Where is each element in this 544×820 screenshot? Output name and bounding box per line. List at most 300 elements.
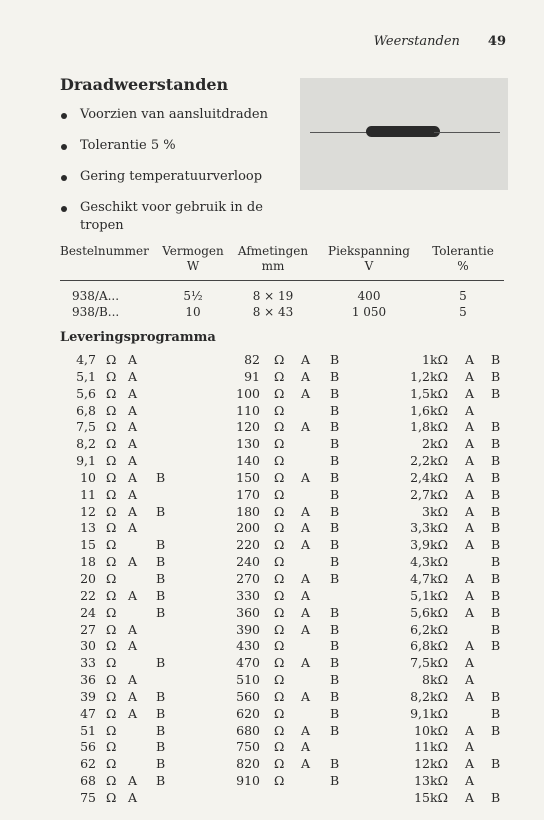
series-b-mark: B <box>491 570 501 586</box>
resistance-unit: kΩ <box>430 789 448 805</box>
resistance-unit: kΩ <box>430 352 448 367</box>
series-a-mark: A <box>301 537 311 553</box>
resistance-value: 36 <box>80 672 96 688</box>
series-a-mark: A <box>465 655 475 671</box>
series-a-mark: A <box>301 570 311 586</box>
resistance-unit: kΩ <box>430 368 448 384</box>
feature-list <box>60 106 290 248</box>
series-b-mark: B <box>491 621 501 637</box>
series-b-mark: B <box>330 453 340 469</box>
resistance-value: 270 <box>236 570 260 586</box>
resistance-value: 62 <box>80 756 96 772</box>
series-b-mark: B <box>330 402 340 418</box>
series-a-mark: A <box>301 756 311 772</box>
series-a-mark: A <box>465 587 475 603</box>
spec-unit-cell: V <box>364 259 374 273</box>
series-b-mark: B <box>491 537 501 553</box>
resistance-value: 140 <box>236 453 260 469</box>
series-b-mark: B <box>491 587 501 603</box>
series-b-mark: B <box>156 773 166 789</box>
spec-cell: 938/B... <box>72 305 120 319</box>
page-number: 49 <box>487 34 506 49</box>
resistance-unit: Ω <box>106 672 117 688</box>
resistance-value: 27 <box>80 621 96 637</box>
resistance-unit: kΩ <box>430 756 448 772</box>
resistance-unit: kΩ <box>430 486 448 502</box>
resistance-value: 18 <box>80 554 96 570</box>
resistance-value: 9,1 <box>76 453 96 469</box>
series-a-mark: A <box>128 705 138 721</box>
resistance-unit: Ω <box>274 756 285 772</box>
series-b-mark: B <box>491 385 501 401</box>
resistance-unit: Ω <box>274 604 285 620</box>
resistance-unit: kΩ <box>430 672 448 688</box>
resistance-value: 180 <box>236 503 260 519</box>
resistance-value: 8,2 <box>76 436 96 452</box>
spec-data-row <box>60 288 504 304</box>
series-b-mark: B <box>491 688 501 704</box>
resistance-value: 820 <box>236 756 260 772</box>
series-a-mark: A <box>465 368 475 384</box>
series-a-mark: A <box>465 402 475 418</box>
resistance-value: 200 <box>236 520 260 536</box>
series-a-mark: A <box>301 688 311 704</box>
series-a-mark: A <box>128 621 138 637</box>
series-a-mark: A <box>465 385 475 401</box>
spec-cell: 8 × 19 <box>252 289 294 303</box>
resistance-unit: Ω <box>106 705 117 721</box>
resistance-unit: Ω <box>274 739 285 755</box>
resistance-unit: Ω <box>106 385 117 401</box>
resistance-unit: Ω <box>106 402 117 418</box>
resistance-value: 13 <box>414 773 430 789</box>
series-b-mark: B <box>491 554 501 570</box>
series-b-mark: B <box>156 469 166 485</box>
resistance-unit: Ω <box>274 621 285 637</box>
resistance-unit: kΩ <box>430 469 448 485</box>
resistance-value: 15 <box>414 789 430 805</box>
resistance-value: 22 <box>80 587 96 603</box>
resistance-unit: Ω <box>106 419 117 435</box>
series-a-mark: A <box>301 385 311 401</box>
resistance-value: 5,1 <box>76 368 96 384</box>
resistance-value: 2,2 <box>410 453 430 469</box>
resistance-unit: Ω <box>106 352 117 367</box>
resistance-unit: kΩ <box>430 722 448 738</box>
series-b-mark: B <box>330 773 340 789</box>
resistance-value: 560 <box>236 688 260 704</box>
resistance-unit: Ω <box>274 705 285 721</box>
series-a-mark: A <box>128 503 138 519</box>
series-a-mark: A <box>465 789 475 805</box>
series-b-mark: B <box>156 655 166 671</box>
series-a-mark: A <box>301 469 311 485</box>
resistance-unit: Ω <box>106 688 117 704</box>
resistance-unit: kΩ <box>430 503 448 519</box>
resistor-photo <box>300 78 508 190</box>
resistance-value: 6,2 <box>410 621 430 637</box>
spec-unit-cell: mm <box>261 259 285 273</box>
spec-cell: 10 <box>185 305 201 319</box>
series-b-mark: B <box>330 705 340 721</box>
resistance-unit: kΩ <box>430 436 448 452</box>
resistance-value: 170 <box>236 486 260 502</box>
resistance-unit: kΩ <box>430 587 448 603</box>
series-b-mark: B <box>491 352 501 367</box>
resistance-unit: Ω <box>106 554 117 570</box>
resistance-unit: Ω <box>106 655 117 671</box>
series-b-mark: B <box>156 705 166 721</box>
series-a-mark: A <box>128 402 138 418</box>
series-a-mark: A <box>128 554 138 570</box>
series-a-mark: A <box>465 486 475 502</box>
series-b-mark: B <box>491 604 501 620</box>
resistance-value: 110 <box>236 402 260 418</box>
resistance-value: 2,4 <box>410 469 430 485</box>
feature-item: Geschikt voor gebruik in de tropen <box>60 199 290 235</box>
resistance-unit: Ω <box>106 469 117 485</box>
resistance-value: 470 <box>236 655 260 671</box>
resistance-value: 2,7 <box>410 486 430 502</box>
resistance-unit: Ω <box>274 638 285 654</box>
series-b-mark: B <box>330 554 340 570</box>
spec-header-cell: Afmetingen <box>237 244 309 258</box>
resistance-unit: Ω <box>274 773 285 789</box>
series-b-mark: B <box>491 638 501 654</box>
series-a-mark: A <box>301 352 311 367</box>
series-b-mark: B <box>330 722 340 738</box>
resistance-value: 1,8 <box>410 419 430 435</box>
resistance-unit: Ω <box>106 368 117 384</box>
resistance-unit: kΩ <box>430 402 448 418</box>
series-a-mark: A <box>465 604 475 620</box>
resistance-unit: Ω <box>106 638 117 654</box>
resistance-unit: Ω <box>274 503 285 519</box>
series-a-mark: A <box>128 352 138 367</box>
resistance-value: 7,5 <box>76 419 96 435</box>
resistor-body <box>366 126 440 137</box>
resistance-unit: Ω <box>274 587 285 603</box>
series-b-mark: B <box>330 520 340 536</box>
series-b-mark: B <box>156 503 166 519</box>
resistance-value: 1,5 <box>410 385 430 401</box>
resistance-unit: Ω <box>106 604 117 620</box>
resistor-lead-left <box>310 132 372 133</box>
resistance-unit: Ω <box>274 688 285 704</box>
resistance-value: 130 <box>236 436 260 452</box>
series-a-mark: A <box>128 638 138 654</box>
resistance-value: 7,5 <box>410 655 430 671</box>
series-b-mark: B <box>156 587 166 603</box>
series-a-mark: A <box>128 469 138 485</box>
series-b-mark: B <box>491 520 501 536</box>
spec-cell: 5½ <box>183 289 203 303</box>
series-a-mark: A <box>301 722 311 738</box>
resistance-unit: kΩ <box>430 419 448 435</box>
resistance-value: 150 <box>236 469 260 485</box>
resistance-value: 5,6 <box>76 385 96 401</box>
series-b-mark: B <box>330 419 340 435</box>
resistance-unit: Ω <box>274 554 285 570</box>
resistance-unit: kΩ <box>430 638 448 654</box>
resistance-value: 82 <box>244 352 260 367</box>
resistance-unit: kΩ <box>430 739 448 755</box>
series-a-mark: A <box>301 739 311 755</box>
resistance-value: 11 <box>80 486 96 502</box>
resistance-value: 12 <box>414 756 430 772</box>
resistance-value: 75 <box>80 789 96 805</box>
resistance-unit: Ω <box>106 621 117 637</box>
spec-cell: 938/A... <box>72 289 120 303</box>
series-a-mark: A <box>465 688 475 704</box>
resistance-unit: kΩ <box>430 570 448 586</box>
resistance-value: 4,7 <box>76 352 96 367</box>
series-a-mark: A <box>128 789 138 805</box>
spec-unit-cell <box>60 259 156 274</box>
series-b-mark: B <box>330 570 340 586</box>
series-a-mark: A <box>465 638 475 654</box>
resistance-value: 620 <box>236 705 260 721</box>
series-b-mark: B <box>330 436 340 452</box>
resistance-unit: kΩ <box>430 604 448 620</box>
resistance-unit: kΩ <box>430 655 448 671</box>
resistance-value: 24 <box>80 604 96 620</box>
series-a-mark: A <box>465 756 475 772</box>
series-a-mark: A <box>128 453 138 469</box>
resistance-unit: Ω <box>274 368 285 384</box>
resistance-unit: kΩ <box>430 705 448 721</box>
resistance-unit: Ω <box>274 453 285 469</box>
series-a-mark: A <box>128 773 138 789</box>
resistance-value: 8 <box>422 672 430 688</box>
series-b-mark: B <box>330 486 340 502</box>
resistance-unit: Ω <box>106 587 117 603</box>
series-a-mark: A <box>301 368 311 384</box>
series-b-mark: B <box>156 739 166 755</box>
series-b-mark: B <box>156 756 166 772</box>
series-b-mark: B <box>491 722 501 738</box>
resistance-unit: Ω <box>274 570 285 586</box>
resistance-value: 1,2 <box>410 368 430 384</box>
resistance-value: 680 <box>236 722 260 738</box>
resistance-value: 33 <box>80 655 96 671</box>
series-b-mark: B <box>156 688 166 704</box>
series-b-mark: B <box>491 486 501 502</box>
series-a-mark: A <box>465 352 475 367</box>
resistance-value: 5,1 <box>410 587 430 603</box>
resistance-value: 12 <box>80 503 96 519</box>
resistance-value: 51 <box>80 722 96 738</box>
series-b-mark: B <box>330 352 340 367</box>
running-head <box>374 34 506 49</box>
series-a-mark: A <box>301 587 311 603</box>
series-a-mark: A <box>128 419 138 435</box>
series-a-mark: A <box>301 621 311 637</box>
resistance-unit: Ω <box>106 537 117 553</box>
series-b-mark: B <box>156 554 166 570</box>
series-a-mark: A <box>128 672 138 688</box>
series-b-mark: B <box>156 604 166 620</box>
series-b-mark: B <box>491 756 501 772</box>
series-b-mark: B <box>330 604 340 620</box>
series-a-mark: A <box>301 604 311 620</box>
series-b-mark: B <box>330 368 340 384</box>
series-a-mark: A <box>301 655 311 671</box>
resistance-value: 750 <box>236 739 260 755</box>
resistance-unit: Ω <box>106 722 117 738</box>
program-title: Leveringsprogramma <box>60 330 216 345</box>
spec-header-cell: Vermogen <box>162 244 224 258</box>
series-a-mark: A <box>465 739 475 755</box>
resistance-unit: Ω <box>106 453 117 469</box>
resistance-unit: Ω <box>106 739 117 755</box>
resistance-unit: kΩ <box>430 554 448 570</box>
resistance-unit: Ω <box>274 402 285 418</box>
spec-cell: 400 <box>357 289 381 303</box>
resistance-value: 9,1 <box>410 705 430 721</box>
resistance-value: 6,8 <box>76 402 96 418</box>
resistance-value: 47 <box>80 705 96 721</box>
series-a-mark: A <box>465 419 475 435</box>
series-b-mark: B <box>491 368 501 384</box>
resistance-value: 100 <box>236 385 260 401</box>
series-a-mark: A <box>128 368 138 384</box>
feature-item: Tolerantie 5 % <box>60 137 290 155</box>
series-b-mark: B <box>156 537 166 553</box>
series-a-mark: A <box>465 436 475 452</box>
resistance-unit: Ω <box>274 436 285 452</box>
resistance-value: 20 <box>80 570 96 586</box>
series-a-mark: A <box>465 722 475 738</box>
resistance-unit: Ω <box>106 773 117 789</box>
spec-data-row <box>60 304 504 320</box>
series-b-mark: B <box>330 756 340 772</box>
resistance-unit: Ω <box>106 486 117 502</box>
spec-cell: 8 × 43 <box>252 305 294 319</box>
series-a-mark: A <box>128 385 138 401</box>
resistance-unit: Ω <box>274 469 285 485</box>
resistance-value: 8,2 <box>410 688 430 704</box>
resistance-value: 220 <box>236 537 260 553</box>
resistance-value: 430 <box>236 638 260 654</box>
series-a-mark: A <box>128 688 138 704</box>
resistance-unit: Ω <box>106 520 117 536</box>
resistance-value: 15 <box>80 537 96 553</box>
resistance-value: 120 <box>236 419 260 435</box>
series-a-mark: A <box>465 570 475 586</box>
series-b-mark: B <box>491 453 501 469</box>
series-b-mark: B <box>330 688 340 704</box>
series-b-mark: B <box>330 503 340 519</box>
spec-unit-cell: % <box>457 259 469 273</box>
series-b-mark: B <box>330 672 340 688</box>
feature-item: Gering temperatuurverloop <box>60 168 290 186</box>
resistance-value: 360 <box>236 604 260 620</box>
resistance-unit: kΩ <box>430 773 448 789</box>
resistance-unit: kΩ <box>430 385 448 401</box>
series-a-mark: A <box>128 587 138 603</box>
resistance-value: 3 <box>422 503 430 519</box>
series-a-mark: A <box>465 672 475 688</box>
resistance-value: 240 <box>236 554 260 570</box>
resistance-unit: kΩ <box>430 537 448 553</box>
series-a-mark: A <box>465 773 475 789</box>
series-b-mark: B <box>491 503 501 519</box>
series-a-mark: A <box>128 486 138 502</box>
resistance-value: 56 <box>80 739 96 755</box>
spec-header-row <box>60 244 504 259</box>
resistance-value: 910 <box>236 773 260 789</box>
resistance-value: 1 <box>422 352 430 367</box>
resistance-unit: Ω <box>274 672 285 688</box>
resistance-unit: Ω <box>274 520 285 536</box>
series-a-mark: A <box>465 469 475 485</box>
spec-divider <box>60 280 504 281</box>
running-title: Weerstanden <box>373 34 460 49</box>
resistance-value: 510 <box>236 672 260 688</box>
resistance-unit: Ω <box>106 756 117 772</box>
resistance-value: 3,3 <box>410 520 430 536</box>
series-a-mark: A <box>301 520 311 536</box>
series-a-mark: A <box>465 520 475 536</box>
resistance-unit: Ω <box>274 655 285 671</box>
resistance-unit: Ω <box>274 419 285 435</box>
series-b-mark: B <box>491 789 501 805</box>
series-a-mark: A <box>301 503 311 519</box>
series-b-mark: B <box>491 419 501 435</box>
resistance-unit: kΩ <box>430 453 448 469</box>
series-b-mark: B <box>491 705 501 721</box>
series-b-mark: B <box>330 655 340 671</box>
resistance-value: 330 <box>236 587 260 603</box>
spec-header-cell: Piekspanning <box>328 244 410 258</box>
series-a-mark: A <box>465 503 475 519</box>
resistance-unit: kΩ <box>430 520 448 536</box>
resistance-value: 13 <box>80 520 96 536</box>
resistance-value: 2 <box>422 436 430 452</box>
spec-header-cell: Bestelnummer <box>60 244 149 258</box>
series-b-mark: B <box>491 436 501 452</box>
series-b-mark: B <box>330 621 340 637</box>
resistance-value: 68 <box>80 773 96 789</box>
resistance-unit: Ω <box>274 385 285 401</box>
resistance-unit: kΩ <box>430 688 448 704</box>
resistance-unit: Ω <box>274 486 285 502</box>
resistance-value: 11 <box>414 739 430 755</box>
resistance-unit: Ω <box>106 503 117 519</box>
resistance-value: 39 <box>80 688 96 704</box>
series-a-mark: A <box>465 537 475 553</box>
resistance-value: 6,8 <box>410 638 430 654</box>
spec-header-cell: Tolerantie <box>432 244 494 258</box>
resistance-unit: Ω <box>274 537 285 553</box>
resistance-unit: kΩ <box>430 621 448 637</box>
series-a-mark: A <box>301 419 311 435</box>
resistance-value: 4,7 <box>410 570 430 586</box>
series-b-mark: B <box>330 385 340 401</box>
spec-table <box>60 244 504 320</box>
series-b-mark: B <box>330 469 340 485</box>
resistance-unit: Ω <box>106 436 117 452</box>
spec-cell: 5 <box>459 289 467 303</box>
series-a-mark: A <box>465 453 475 469</box>
resistance-value: 10 <box>80 469 96 485</box>
spec-unit-cell: W <box>186 259 200 273</box>
resistor-lead-right <box>434 132 500 133</box>
spec-cell: 5 <box>459 305 467 319</box>
section-title: Draadweerstanden <box>60 75 229 94</box>
resistance-value: 4,3 <box>410 554 430 570</box>
